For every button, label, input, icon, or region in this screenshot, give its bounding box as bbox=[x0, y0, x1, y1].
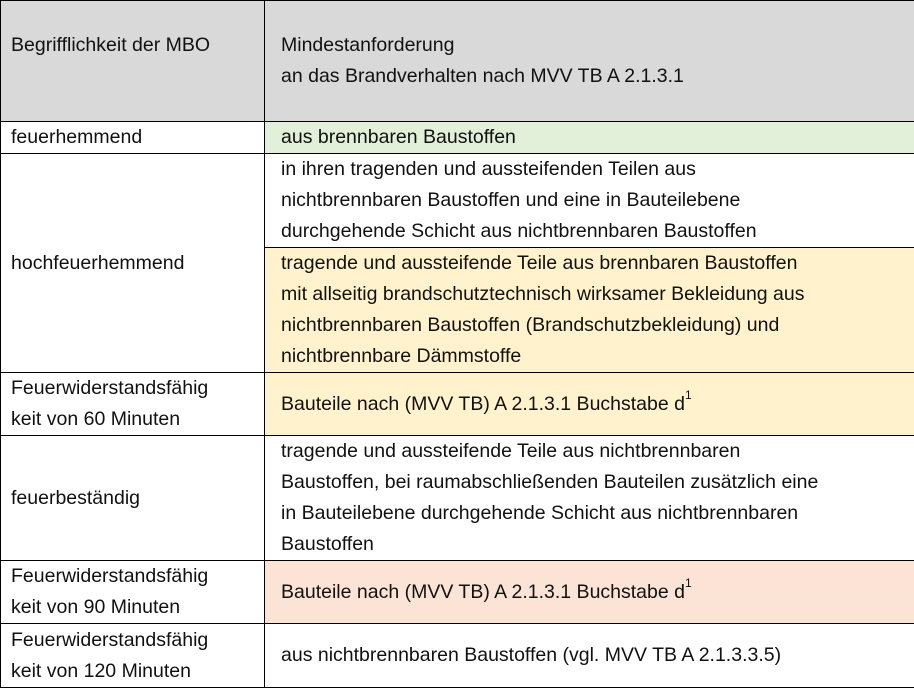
table-row-fw60 bbox=[1, 373, 914, 436]
requirement-fw90: Bauteile nach (MVV TB) A 2.1.3.1 Buchstabe d bbox=[281, 581, 685, 603]
term-line: keit von 60 Minuten bbox=[11, 404, 264, 435]
footnote-marker: 1 bbox=[685, 388, 692, 402]
requirement-line: nichtbrennbaren Baustoffen (Brandschutzbekleidung) und bbox=[281, 310, 914, 341]
term-feuerbestaendig: feuerbeständig bbox=[11, 487, 140, 509]
requirement-line: mit allseitig brandschutztechnisch wirksamer Bekleidung aus bbox=[281, 279, 914, 310]
term-line: keit von 90 Minuten bbox=[11, 592, 264, 623]
term-line: Feuerwiderstandsfähig bbox=[11, 561, 264, 592]
requirement-line: tragende und aussteifende Teile aus nichtbrennbaren bbox=[281, 436, 914, 467]
table-row-feuerbestaendig bbox=[1, 436, 914, 561]
table-row-hochfeuerhemmend-a bbox=[1, 154, 914, 248]
requirement-cell bbox=[265, 561, 914, 624]
table-row-feuerhemmend bbox=[1, 122, 914, 154]
term-line: Feuerwiderstandsfähig bbox=[11, 373, 264, 404]
requirement-cell bbox=[265, 248, 914, 373]
table-row-fw120 bbox=[1, 624, 914, 688]
requirement-line: in Bauteilebene durchgehende Schicht aus nichtbrennbaren bbox=[281, 498, 914, 529]
requirement-cell bbox=[265, 436, 914, 561]
requirement-cell bbox=[265, 154, 914, 248]
term-cell bbox=[1, 624, 265, 688]
requirement-line: durchgehende Schicht aus nichtbrennbaren Baustoffen bbox=[281, 216, 914, 247]
requirement-line: Baustoffen, bei raumabschließenden Bauteilen zusätzlich eine bbox=[281, 467, 914, 498]
term-line: Feuerwiderstandsfähig bbox=[11, 625, 264, 656]
header-row bbox=[1, 1, 914, 122]
term-cell bbox=[1, 373, 265, 436]
requirement-line: in ihren tragenden und aussteifenden Teilen aus bbox=[281, 154, 914, 185]
header-requirement-line-1: Mindestanforderung bbox=[281, 30, 914, 61]
term-line: keit von 120 Minuten bbox=[11, 656, 264, 687]
requirement-cell bbox=[265, 624, 914, 688]
footnote-marker: 1 bbox=[685, 576, 692, 590]
requirement-fw120: aus nichtbrennbaren Baustoffen (vgl. MVV TB A 2.1.3.3.5) bbox=[281, 644, 781, 666]
requirement-cell bbox=[265, 373, 914, 436]
requirement-fw60: Bauteile nach (MVV TB) A 2.1.3.1 Buchstabe d bbox=[281, 393, 685, 415]
requirement-line: Baustoffen bbox=[281, 529, 914, 560]
term-feuerhemmend: feuerhemmend bbox=[11, 126, 142, 148]
term-cell bbox=[1, 122, 265, 154]
term-cell bbox=[1, 436, 265, 561]
header-term-cell bbox=[1, 1, 265, 122]
header-requirement-line-2: an das Brandverhalten nach MVV TB A 2.1.3.1 bbox=[281, 61, 914, 92]
table-row-fw90 bbox=[1, 561, 914, 624]
term-hochfeuerhemmend: hochfeuerhemmend bbox=[11, 252, 184, 274]
requirement-feuerhemmend: aus brennbaren Baustoffen bbox=[281, 126, 516, 148]
requirement-line: nichtbrennbare Dämmstoffe bbox=[281, 341, 914, 372]
header-term-text: Begrifflichkeit der MBO bbox=[11, 34, 210, 56]
term-cell bbox=[1, 561, 265, 624]
requirement-line: nichtbrennbaren Baustoffen und eine in Bauteilebene bbox=[281, 185, 914, 216]
requirement-line: tragende und aussteifende Teile aus brennbaren Baustoffen bbox=[281, 248, 914, 279]
term-cell bbox=[1, 154, 265, 373]
header-requirement-cell bbox=[265, 1, 914, 122]
requirement-cell bbox=[265, 122, 914, 154]
